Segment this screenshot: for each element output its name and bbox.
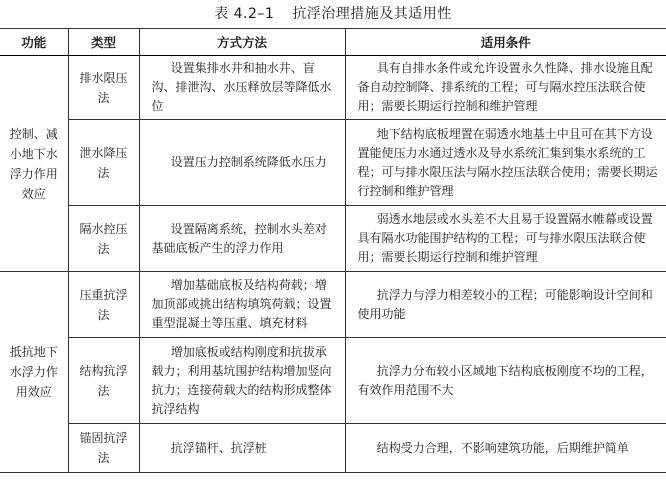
table-row bbox=[0, 424, 666, 473]
func-cell: 抵抗地下水浮力作用效应 bbox=[0, 272, 68, 473]
method-cell: 增加底板或结构刚度和抗拔承载力；利用基坑围护结构增加竖向抗力；连接荷载大的结构形成整体抗浮结构 bbox=[139, 338, 345, 424]
measures-table bbox=[0, 28, 666, 473]
table-number: 表 4.2–1 bbox=[214, 6, 275, 22]
cond-cell: 弱透水地层或水头差不大且易于设置隔水帷幕或设置具有隔水功能围护结构的工程；可与排水限压法联合使用；需要长期运行控制和维护管理 bbox=[345, 206, 666, 272]
type-cell: 结构抗浮法 bbox=[68, 338, 139, 424]
table-caption bbox=[0, 0, 666, 28]
table-row bbox=[0, 56, 666, 120]
header-method: 方式方法 bbox=[139, 29, 345, 56]
method-cell: 抗浮锚杆、抗浮桩 bbox=[139, 424, 345, 473]
func-cell: 控制、减小地下水浮力作用效应 bbox=[0, 56, 68, 272]
cond-cell: 抗浮力与浮力相差较小的工程；可能影响设计空间和使用功能 bbox=[345, 272, 666, 338]
cond-cell: 具有自排水条件或允许设置永久性降、排水设施且配备自动控制降、排系统的工程；可与隔水控压法联合使用；需要长期运行控制和维护管理 bbox=[345, 56, 666, 120]
type-cell: 压重抗浮法 bbox=[68, 272, 139, 338]
table-row bbox=[0, 206, 666, 272]
table-title: 抗浮治理措施及其适用性 bbox=[292, 6, 452, 22]
table-row bbox=[0, 338, 666, 424]
header-cond: 适用条件 bbox=[345, 29, 666, 56]
table-row bbox=[0, 272, 666, 338]
type-cell: 泄水降压法 bbox=[68, 120, 139, 206]
cond-cell: 结构受力合理，不影响建筑功能，后期维护简单 bbox=[345, 424, 666, 473]
cond-cell: 抗浮力分布较小区域地下结构底板刚度不均的工程，有效作用范围不大 bbox=[345, 338, 666, 424]
type-cell: 隔水控压法 bbox=[68, 206, 139, 272]
method-cell: 增加基础底板及结构荷载；增加顶部或挑出结构填筑荷载；设置重型混凝土等压重、填充材料 bbox=[139, 272, 345, 338]
method-cell: 设置压力控制系统降低水压力 bbox=[139, 120, 345, 206]
table-row bbox=[0, 120, 666, 206]
header-func: 功能 bbox=[0, 29, 68, 56]
method-cell: 设置集排水井和抽水井、盲沟、排泄沟、水压释放层等降低水位 bbox=[139, 56, 345, 120]
header-row bbox=[0, 29, 666, 56]
header-type: 类型 bbox=[68, 29, 139, 56]
type-cell: 排水限压法 bbox=[68, 56, 139, 120]
type-cell: 锚固抗浮法 bbox=[68, 424, 139, 473]
cond-cell: 地下结构底板埋置在弱透水地基土中且可在其下方设置能使压力水通过透水及导水系统汇集到集水系统的工程；可与排水限压法与隔水控压法联合使用；需要长期运行控制和维护管理 bbox=[345, 120, 666, 206]
method-cell: 设置隔离系统，控制水头差对基础底板产生的浮力作用 bbox=[139, 206, 345, 272]
